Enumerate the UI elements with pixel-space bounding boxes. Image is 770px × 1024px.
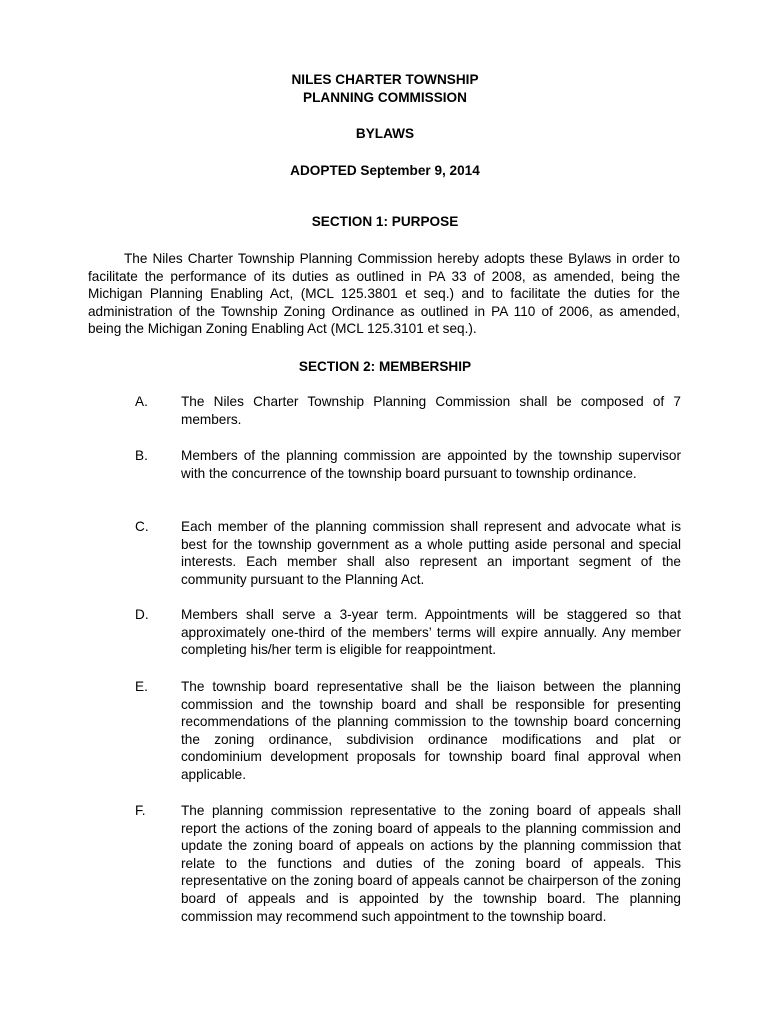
item-letter: B. bbox=[135, 448, 148, 463]
section-1-paragraph: The Niles Charter Township Planning Commission hereby adopts these Bylaws in order to facilitate the performance of its duties as outlined in PA 33 of 2008, as amended, being the Michigan Planning Enabling Act, (MCL 125.3801 et seq.) and to facilitate the duties for the administration of the Township Zoning Ordinance as outlined in PA 110 of 2006, as amended, being the Michigan Zoning Enabling Act (MCL 125.3101 et seq.). bbox=[88, 251, 680, 337]
title-commission: PLANNING COMMISSION bbox=[303, 90, 467, 105]
title-bylaws: BYLAWS bbox=[355, 126, 415, 141]
adopted-date: ADOPTED September 9, 2014 bbox=[290, 163, 480, 178]
item-text: The planning commission representative to the zoning board of appeals shall report the actions of the zoning board of appeals to the planning commission and update the zoning board of appeals on actions by the planning commission that relate to the functions and duties of the zoning board of appeals. This representative on the zoning board of appeals cannot be chairperson of the zoning board of appeals and is appointed by the township board. The planning commission may recommend such appointment to the township board. bbox=[181, 803, 681, 924]
item-letter: A. bbox=[135, 394, 148, 409]
item-text: The Niles Charter Township Planning Commission shall be composed of 7 members. bbox=[181, 394, 681, 427]
item-letter: F. bbox=[135, 803, 146, 818]
item-letter: C. bbox=[135, 519, 149, 534]
item-letter: D. bbox=[135, 607, 149, 622]
title-township: NILES CHARTER TOWNSHIP bbox=[291, 72, 479, 87]
item-text: Members shall serve a 3-year term. Appointments will be staggered so that approximately one-third of the members’ terms will expire annually. Any member completing his/her term is eligible for reappointment. bbox=[181, 607, 681, 658]
item-text: The township board representative shall be the liaison between the planning commission and the township board and shall be responsible for presenting recommendations of the planning commission to the township board concerning the zoning ordinance, subdivision ordinance modifications and plat or condominium development proposals for township board final approval when applicable. bbox=[181, 679, 681, 782]
item-text: Each member of the planning commission shall represent and advocate what is best for the township government as a whole putting aside personal and special interests. Each member shall also represent an important segment of the community pursuant to the Planning Act. bbox=[181, 519, 681, 587]
section-1-heading: SECTION 1: PURPOSE bbox=[311, 214, 459, 229]
item-letter: E. bbox=[135, 679, 148, 694]
item-text: Members of the planning commission are appointed by the township supervisor with the concurrence of the township board pursuant to township ordinance. bbox=[181, 448, 681, 481]
section-2-heading: SECTION 2: MEMBERSHIP bbox=[298, 359, 472, 374]
